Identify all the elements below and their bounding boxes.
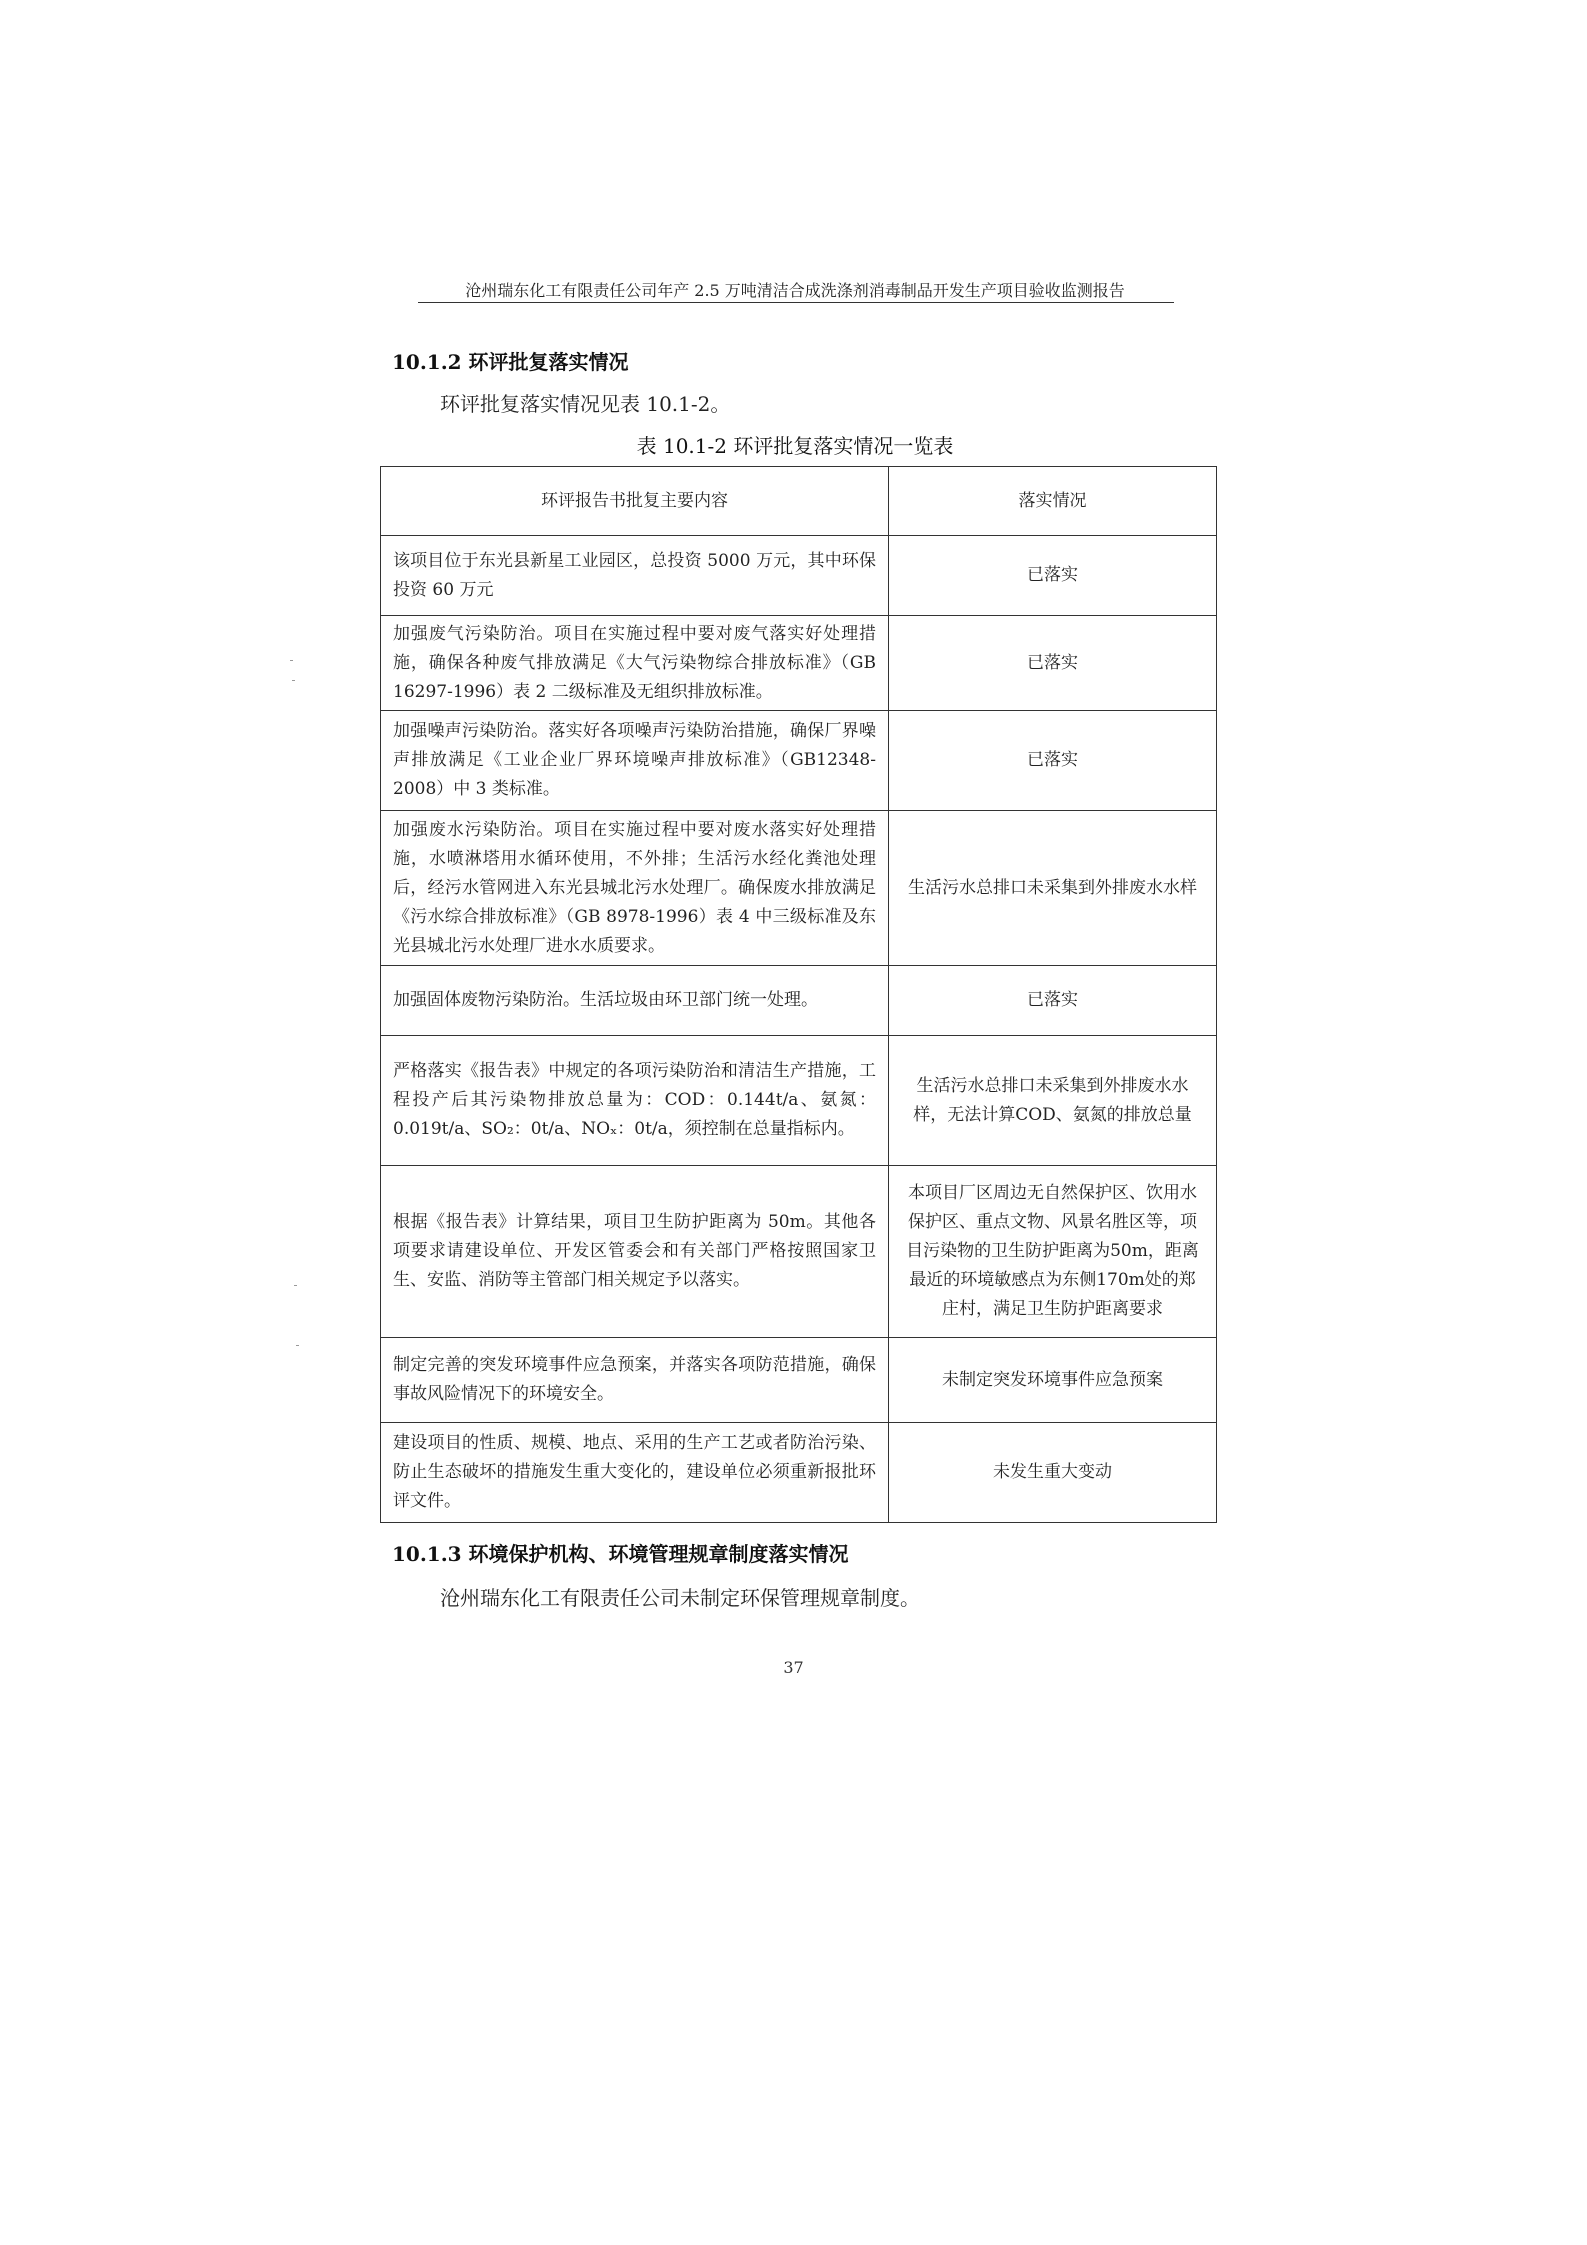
column-header-requirement: 环评报告书批复主要内容 xyxy=(381,467,889,536)
requirement-cell: 制定完善的突发环境事件应急预案，并落实各项防范措施，确保事故风险情况下的环境安全。 xyxy=(381,1338,889,1423)
table-row xyxy=(381,1036,1217,1166)
section-heading-10-1-2: 10.1.2 环评批复落实情况 xyxy=(392,350,629,374)
status-cell: 本项目厂区周边无自然保护区、饮用水保护区、重点文物、风景名胜区等，项目污染物的卫生防护距离为50m，距离最近的环境敏感点为东侧170m处的郑庄村，满足卫生防护距离要求 xyxy=(889,1166,1217,1338)
scan-speck xyxy=(294,1285,297,1286)
table-row xyxy=(381,811,1217,966)
header-rule xyxy=(418,302,1174,303)
table-row xyxy=(381,1423,1217,1523)
status-cell: 已落实 xyxy=(889,966,1217,1036)
status-cell: 已落实 xyxy=(889,711,1217,811)
table-row xyxy=(381,1166,1217,1338)
section-body-paragraph: 沧州瑞东化工有限责任公司未制定环保管理规章制度。 xyxy=(440,1586,920,1610)
column-header-status: 落实情况 xyxy=(889,467,1217,536)
status-cell: 未发生重大变动 xyxy=(889,1423,1217,1523)
requirement-cell: 该项目位于东光县新星工业园区，总投资 5000 万元，其中环保投资 60 万元 xyxy=(381,536,889,616)
running-header: 沧州瑞东化工有限责任公司年产 2.5 万吨清洁合成洗涤剂消毒制品开发生产项目验收监测报告 xyxy=(465,281,1125,300)
requirement-cell: 根据《报告表》计算结果，项目卫生防护距离为 50m。其他各项要求请建设单位、开发区管委会和有关部门严格按照国家卫生、安监、消防等主管部门相关规定予以落实。 xyxy=(381,1166,889,1338)
table-row xyxy=(381,711,1217,811)
section-intro-paragraph: 环评批复落实情况见表 10.1-2。 xyxy=(440,392,731,416)
scan-speck xyxy=(292,680,295,681)
table-row xyxy=(381,616,1217,711)
status-cell: 生活污水总排口未采集到外排废水水样 xyxy=(889,811,1217,966)
approval-implementation-table xyxy=(380,466,1217,1523)
table-row xyxy=(381,966,1217,1036)
status-cell: 已落实 xyxy=(889,536,1217,616)
table-caption: 表 10.1-2 环评批复落实情况一览表 xyxy=(636,434,954,458)
requirement-cell: 加强噪声污染防治。落实好各项噪声污染防治措施，确保厂界噪声排放满足《工业企业厂界环境噪声排放标准》（GB12348-2008）中 3 类标准。 xyxy=(381,711,889,811)
requirement-cell: 严格落实《报告表》中规定的各项污染防治和清洁生产措施，工程投产后其污染物排放总量为：COD：0.144t/a、氨氮：0.019t/a、SO₂：0t/a、NOₓ：0t/a，须控制在总量指标内。 xyxy=(381,1036,889,1166)
status-cell: 已落实 xyxy=(889,616,1217,711)
requirement-cell: 建设项目的性质、规模、地点、采用的生产工艺或者防治污染、防止生态破坏的措施发生重大变化的，建设单位必须重新报批环评文件。 xyxy=(381,1423,889,1523)
requirement-cell: 加强废气污染防治。项目在实施过程中要对废气落实好处理措施，确保各种废气排放满足《大气污染物综合排放标准》（GB 16297-1996）表 2 二级标准及无组织排放标准。 xyxy=(381,616,889,711)
table-row xyxy=(381,1338,1217,1423)
scan-speck xyxy=(296,1345,299,1346)
requirement-cell: 加强废水污染防治。项目在实施过程中要对废水落实好处理措施，水喷淋塔用水循环使用，不外排；生活污水经化粪池处理后，经污水管网进入东光县城北污水处理厂。确保废水排放满足《污水综合排放标准》（GB 8978-1996）表 4 中三级标准及东光县城北污水处理厂进水水质要求。 xyxy=(381,811,889,966)
requirement-cell: 加强固体废物污染防治。生活垃圾由环卫部门统一处理。 xyxy=(381,966,889,1036)
page-number: 37 xyxy=(783,1658,804,1677)
section-heading-10-1-3: 10.1.3 环境保护机构、环境管理规章制度落实情况 xyxy=(392,1542,849,1566)
status-cell: 生活污水总排口未采集到外排废水水样，无法计算COD、氨氮的排放总量 xyxy=(889,1036,1217,1166)
table-header-row xyxy=(381,467,1217,536)
table-row xyxy=(381,536,1217,616)
status-cell: 未制定突发环境事件应急预案 xyxy=(889,1338,1217,1423)
scan-speck xyxy=(290,660,293,661)
